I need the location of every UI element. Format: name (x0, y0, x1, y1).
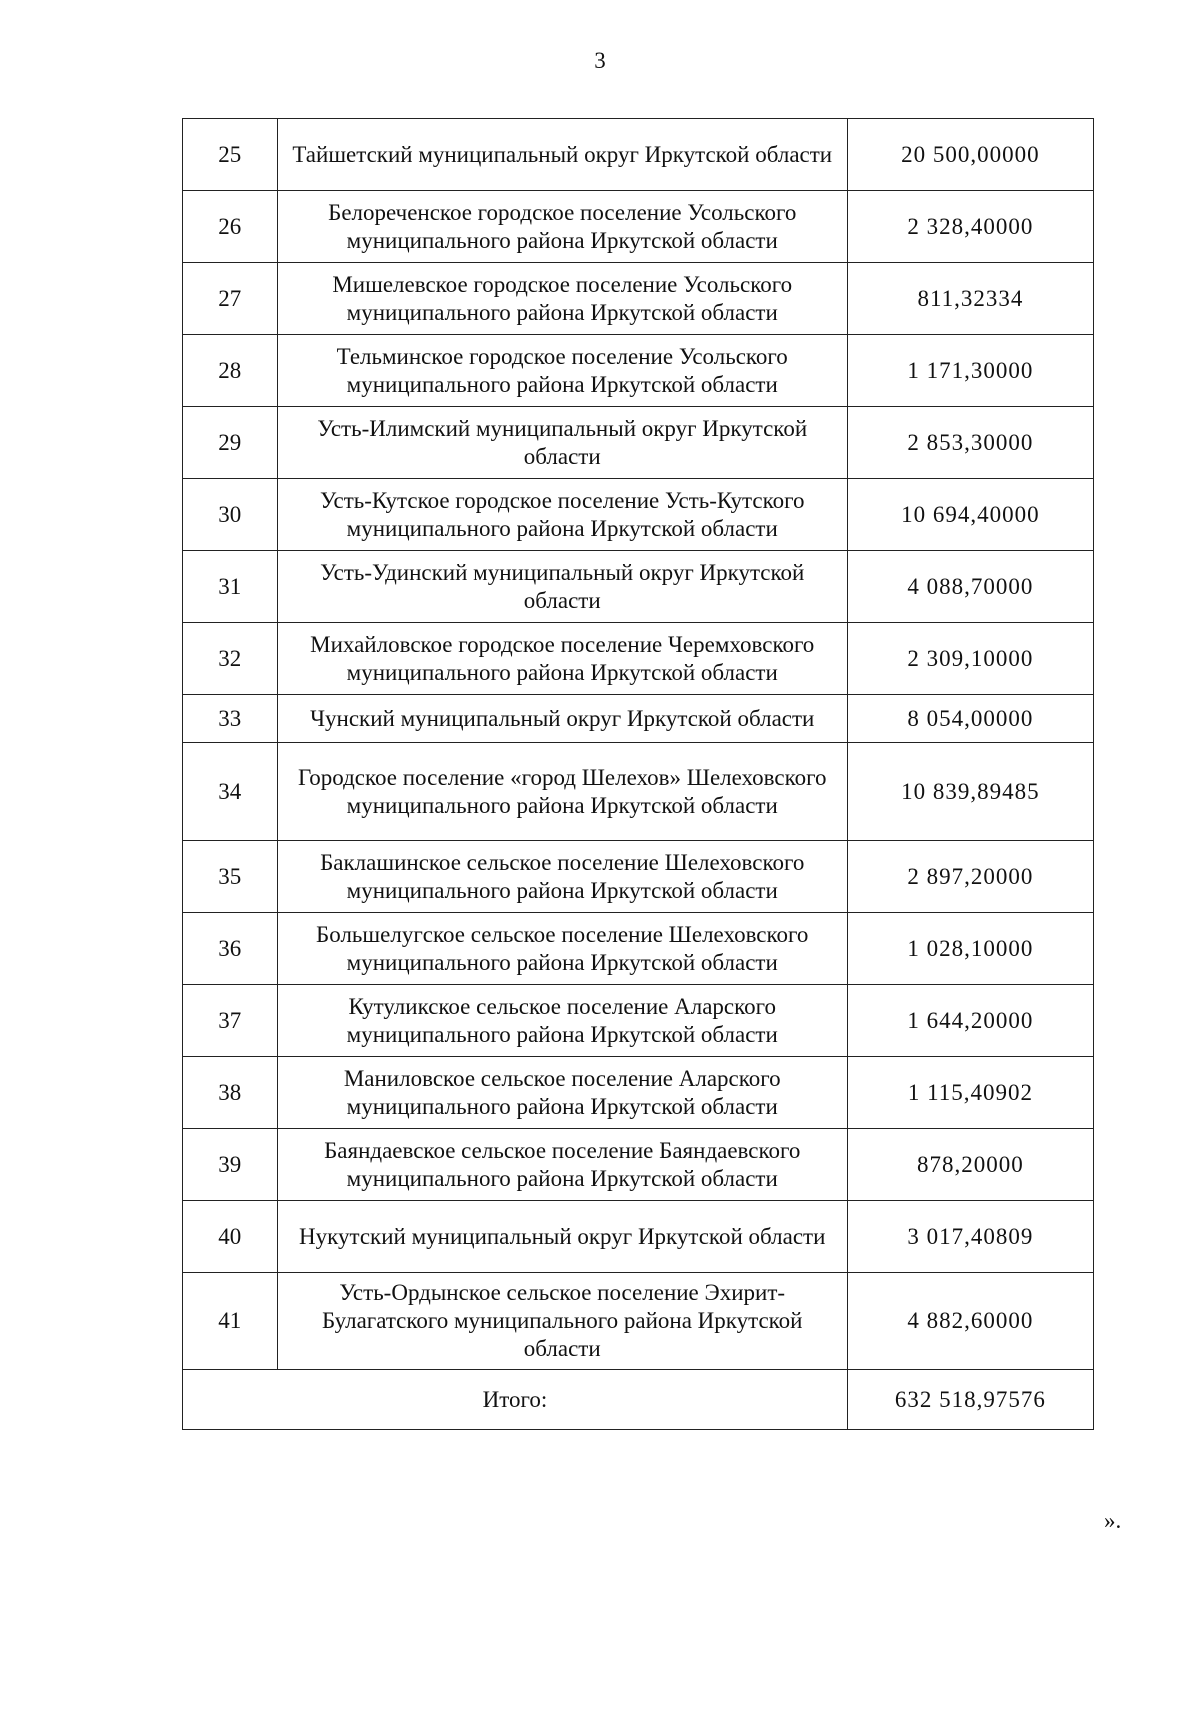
table-row (183, 985, 1094, 1057)
total-label: Итого: (183, 1370, 848, 1430)
row-number: 37 (183, 985, 278, 1057)
row-number: 39 (183, 1129, 278, 1201)
municipality-name: Баклашинское сельское поселение Шелеховского муниципального района Иркутской области (277, 841, 847, 913)
table-row (183, 1129, 1094, 1201)
table-row (183, 1057, 1094, 1129)
table-row (183, 551, 1094, 623)
municipality-name: Кутуликское сельское поселение Аларского муниципального района Иркутской области (277, 985, 847, 1057)
row-number: 34 (183, 743, 278, 841)
table-row (183, 913, 1094, 985)
row-number: 40 (183, 1201, 278, 1273)
total-row (183, 1370, 1094, 1430)
amount-value: 2 328,40000 (847, 191, 1093, 263)
municipality-name: Михайловское городское поселение Черемховского муниципального района Иркутской области (277, 623, 847, 695)
row-number: 38 (183, 1057, 278, 1129)
amount-value: 1 644,20000 (847, 985, 1093, 1057)
amount-value: 1 171,30000 (847, 335, 1093, 407)
page-number: 3 (594, 48, 606, 73)
amount-value: 8 054,00000 (847, 695, 1093, 743)
row-number: 27 (183, 263, 278, 335)
closing-quote: ». (1104, 1508, 1122, 1533)
table-row (183, 743, 1094, 841)
municipality-name: Нукутский муниципальный округ Иркутской области (277, 1201, 847, 1273)
municipality-name: Тельминское городское поселение Усольского муниципального района Иркутской области (277, 335, 847, 407)
amount-value: 2 853,30000 (847, 407, 1093, 479)
municipality-name: Мишелевское городское поселение Усольского муниципального района Иркутской области (277, 263, 847, 335)
municipality-name: Усть-Илимский муниципальный округ Иркутской области (277, 407, 847, 479)
table-row (183, 335, 1094, 407)
municipality-name: Баяндаевское сельское поселение Баяндаевского муниципального района Иркутской области (277, 1129, 847, 1201)
row-number: 32 (183, 623, 278, 695)
row-number: 41 (183, 1273, 278, 1370)
table-row (183, 191, 1094, 263)
table-row (183, 1273, 1094, 1370)
amount-value: 10 694,40000 (847, 479, 1093, 551)
table-row (183, 263, 1094, 335)
municipality-name: Усть-Удинский муниципальный округ Иркутской области (277, 551, 847, 623)
municipality-name: Маниловское сельское поселение Аларского муниципального района Иркутской области (277, 1057, 847, 1129)
amount-value: 10 839,89485 (847, 743, 1093, 841)
municipality-name: Усть-Ордынское сельское поселение Эхирит-Булагатского муниципального района Иркутской области (277, 1273, 847, 1370)
amount-value: 1 028,10000 (847, 913, 1093, 985)
amount-value: 4 882,60000 (847, 1273, 1093, 1370)
amount-value: 3 017,40809 (847, 1201, 1093, 1273)
amount-value: 20 500,00000 (847, 119, 1093, 191)
amount-value: 878,20000 (847, 1129, 1093, 1201)
row-number: 29 (183, 407, 278, 479)
row-number: 31 (183, 551, 278, 623)
table-row (183, 407, 1094, 479)
municipality-name: Белореченское городское поселение Усольского муниципального района Иркутской области (277, 191, 847, 263)
table-row (183, 119, 1094, 191)
amount-value: 2 309,10000 (847, 623, 1093, 695)
allocation-table (182, 118, 1094, 1430)
row-number: 26 (183, 191, 278, 263)
amount-value: 811,32334 (847, 263, 1093, 335)
row-number: 28 (183, 335, 278, 407)
table-row (183, 623, 1094, 695)
table-body (183, 119, 1094, 1430)
table-row (183, 479, 1094, 551)
municipality-name: Усть-Кутское городское поселение Усть-Кутского муниципального района Иркутской области (277, 479, 847, 551)
amount-value: 4 088,70000 (847, 551, 1093, 623)
amount-value: 1 115,40902 (847, 1057, 1093, 1129)
row-number: 36 (183, 913, 278, 985)
table-row (183, 1201, 1094, 1273)
row-number: 25 (183, 119, 278, 191)
row-number: 30 (183, 479, 278, 551)
table-row (183, 695, 1094, 743)
amount-value: 2 897,20000 (847, 841, 1093, 913)
municipality-name: Городское поселение «город Шелехов» Шелеховского муниципального района Иркутской области (277, 743, 847, 841)
municipality-name: Чунский муниципальный округ Иркутской области (277, 695, 847, 743)
table-row (183, 841, 1094, 913)
total-value: 632 518,97576 (847, 1370, 1093, 1430)
row-number: 35 (183, 841, 278, 913)
municipality-name: Тайшетский муниципальный округ Иркутской области (277, 119, 847, 191)
municipality-name: Большелугское сельское поселение Шелеховского муниципального района Иркутской области (277, 913, 847, 985)
row-number: 33 (183, 695, 278, 743)
